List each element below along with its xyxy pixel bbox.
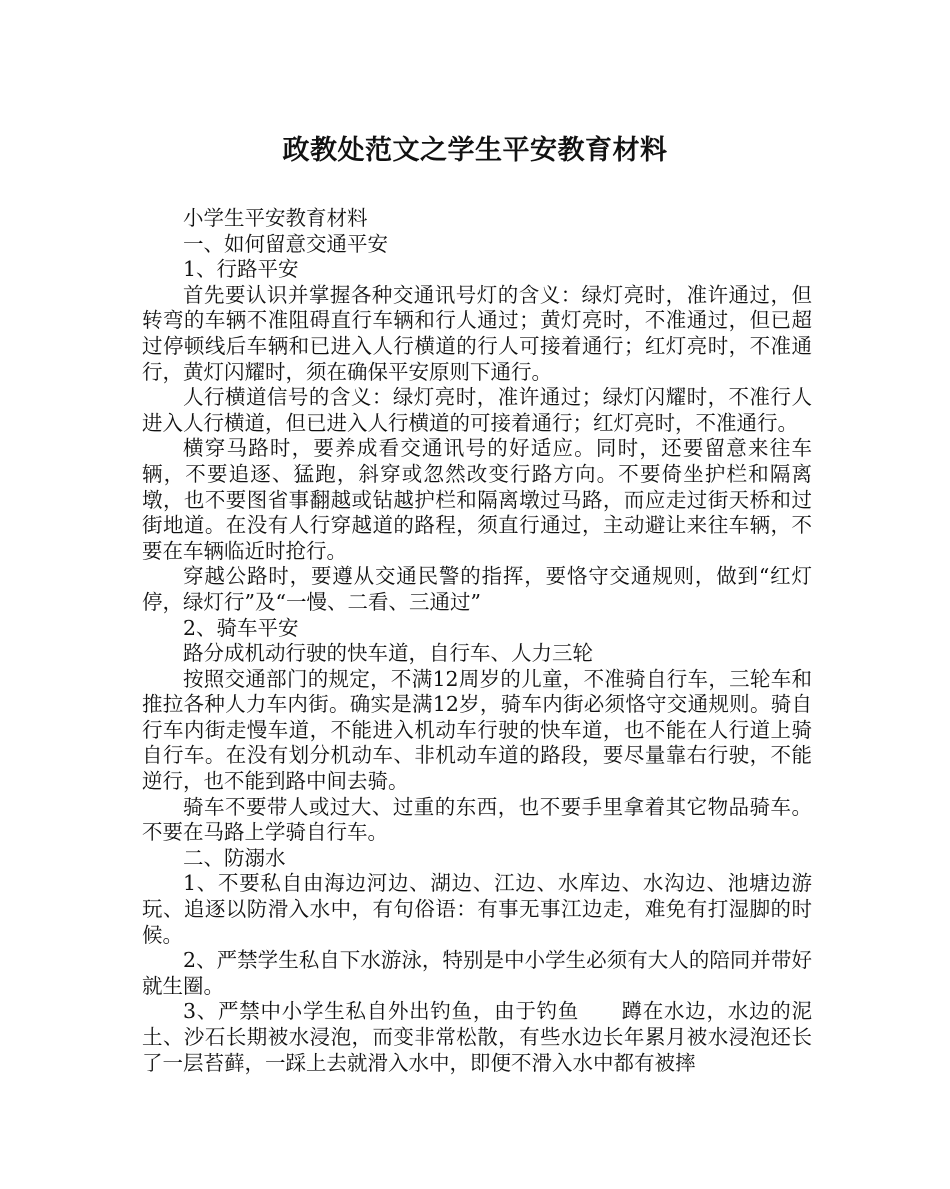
body-paragraph: 首先要认识并掌握各种交通讯号灯的含义：绿灯亮时，准许通过，但转弯的车辆不准阻碍直行车辆和行人通过；黄灯亮时，不准通过，但已超过停顿线后车辆和已进入人行横道的行人可接着通行；红灯亮时，不准通行，黄灯闪耀时，须在确保平安原则下通行。 bbox=[142, 282, 812, 384]
subsection-heading: 1、行路平安 bbox=[183, 257, 299, 282]
section-heading: 一、如何留意交通平安 bbox=[183, 231, 388, 256]
body-paragraph: 2、严禁学生私自下水游泳，特别是中小学生必须有大人的陪同并带好就生圈。 bbox=[142, 948, 812, 998]
body-paragraph: 人行横道信号的含义：绿灯亮时，准许通过；绿灯闪耀时，不准行人进入人行横道，但已进入人行横道的可接着通行；红灯亮时，不准通行。 bbox=[142, 385, 812, 435]
section-heading: 二、防溺水 bbox=[183, 845, 286, 870]
body-paragraph: 骑车不要带人或过大、过重的东西，也不要手里拿着其它物品骑车。不要在马路上学骑自行车。 bbox=[142, 794, 812, 845]
subsection-heading: 2、骑车平安 bbox=[183, 615, 299, 640]
document-body bbox=[142, 206, 812, 1076]
body-paragraph: 3、严禁中小学生私自外出钓鱼，由于钓鱼 蹲在水边，水边的泥土、沙石长期被水浸泡，而变非常松散，有些水边长年累月被水浸泡还长了一层苔藓，一踩上去就滑入水中，即便不滑入水中都有被摔 bbox=[142, 999, 812, 1075]
section-heading: 小学生平安教育材料 bbox=[183, 206, 368, 230]
body-paragraph: 横穿马路时，要养成看交通讯号的好适应。同时，还要留意来往车辆，不要追逐、猛跑，斜穿或忽然改变行路方向。不要倚坐护栏和隔离墩，也不要图省事翻越或钻越护栏和隔离墩过马路，而应走过街天桥和过街地道。在没有人行穿越道的路程，须直行通过，主动避让来往车辆，不要在车辆临近时抢行。 bbox=[142, 436, 812, 563]
document-title: 政教处范文之学生平安教育材料 bbox=[282, 135, 668, 166]
body-paragraph: 路分成机动行驶的快车道，自行车、人力三轮 bbox=[183, 641, 593, 666]
body-paragraph: 1、不要私自由海边河边、湖边、江边、水库边、水沟边、池塘边游玩、追逐以防滑入水中，有句俗语：有事无事江边走，难免有打湿脚的时候。 bbox=[142, 871, 812, 947]
body-paragraph: 按照交通部门的规定，不满12周岁的儿童，不准骑自行车，三轮车和推拉各种人力车内街。确实是满12岁，骑车内街必须恪守交通规则。骑自行车内街走慢车道，不能进入机动车行驶的快车道，也不能在人行道上骑自行车。在没有划分机动车、非机动车道的路段，要尽量靠右行驶，不能逆行，也不能到路中间去骑。 bbox=[142, 666, 812, 794]
body-paragraph: 穿越公路时，要遵从交通民警的指挥，要恪守交通规则，做到“红灯停，绿灯行”及“一慢、二看、三通过” bbox=[142, 564, 812, 614]
